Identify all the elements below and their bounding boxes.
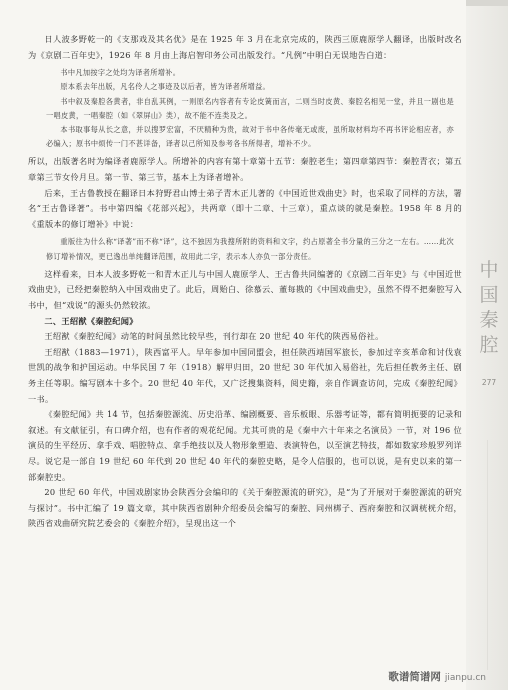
side-top-rule [466, 0, 508, 6]
quote-line: 重版往为什么称“译著”而不称“译”，这不独因为我搜所附的资料和文字，约占原著全书分量的三分之一左右。……此次修订增补情况，更已逸出单纯翻译范围，故用此二字，表示本人亦负一部分责任。 [46, 237, 454, 261]
running-title-char: 腔 [479, 334, 499, 356]
paragraph: 所以，出版著名时为编译者鹿原学人。所增补的内容有第十章第十五节：秦腔老生；第四章第四节：秦腔青衣；第五章第三节女伶月旦。第一节、第三节，基本上为译者增补。 [28, 156, 462, 182]
quote-line: 书中叙及秦腔各黄者，非自乱其例，一则原名内容者有专论皮簧而言，二则当时皮黄、秦腔名相见一堂，并且一剧也是一唱皮黄，一唱秦腔（如《翠屏山》类），故不能不连类及之。 [46, 96, 454, 120]
quote-line: 本书取事每从长之意，并以搜罗宏富，不厌精种为贵，故对于书中各传毫无或废，虽所取材料均不再书评论相应者，亦必编入；原书中烦传一门不甚详备，译者以己所知及参考各书所得者，增补不少。 [46, 125, 454, 149]
page-body [28, 32, 462, 532]
paragraph: 这样看来，日本人波多野乾一和青木正儿与中国人鹿原学人、王古鲁共同编著的《京剧二百年史》与《中国近世戏曲史》，已经把秦腔纳入中国戏曲史了。此后，周贻白、徐慕云、董每戡的《中国戏曲史》，虽然不得不把秦腔写入书中，但“戏说”的源头仍然较浓。 [28, 268, 462, 310]
page-number: 277 [481, 378, 497, 387]
paragraph: 王绍猷（1883—1971），陕西富平人。早年参加中国同盟会，担任陕西靖国军旅长，参加过辛亥革命和讨伐袁世凯的战争和护国运动。中华民国 7 年（1918）解甲归田，20 世纪 30 年代加入易俗社，先后担任教务主任、剧务主任等职。编写剧本十多个。20 世纪 40 年代，又广泛搜集资料，阅史籍，亲自作调查访问，完成《秦腔纪闻》一书。 [28, 346, 462, 404]
quote-line: 原本系去年出版，凡名伶人之事迹及以后者，皆为译者所增益。 [60, 82, 271, 92]
paragraph: 日人波多野乾一的《支那戏及其名优》是在 1925 年 3 月在北京完成的，陕西三原鹿原学人翻译，出版时改名为《京剧二百年史》，1926 年 8 月由上海启智印务公司出版发行。“凡例”中明白无误地告白道： [28, 34, 462, 60]
paragraph: 20 世纪 60 年代，中国戏剧家协会陕西分会编印的《关于秦腔源流的研究》，是“为了开展对于秦腔源流的研究与探讨”。书中汇编了 19 篇文章，其中陕西省剧种介绍委员会编写的秦腔、同州梆子、西府秦腔和汉调桄桄介绍，陕西省戏曲研究院艺委会的《秦腔介绍》，呈现出这一个 [28, 487, 462, 529]
section-heading: 二、王绍猷《秦腔纪闻》 [44, 315, 138, 326]
watermark-url: jianpu.cn [444, 673, 486, 683]
quote-line: 书中凡加按字之处均为译者所增补。 [60, 68, 181, 78]
watermark [388, 669, 486, 684]
paragraph: 后来，王古鲁教授在翻译日本狩野君山博士弟子青木正儿著的《中国近世戏曲史》时，也采取了同样的方法，署名“王古鲁译著”。书中第四编《花部兴起》，共两章（即十二章、十三章），重点谈的就是秦腔。1958 年 8 月的《重版本的修订增补》中说： [28, 187, 462, 229]
running-title-char: 秦 [479, 309, 499, 331]
side-rule [487, 440, 488, 670]
running-title-char: 国 [479, 284, 499, 306]
side-decoration [470, 440, 506, 670]
paragraph: 王绍猷《秦腔纪闻》动笔的时间虽然比较早些，刊行却在 20 世纪 40 年代的陕西易俗社。 [44, 331, 384, 342]
running-title-char: 中 [479, 259, 499, 281]
running-title [476, 258, 502, 358]
block-quote [28, 235, 462, 263]
watermark-site-name: 歌谱简谱网 [388, 671, 441, 683]
paragraph: 《秦腔纪闻》共 14 节，包括秦腔源流、历史沿革、编剧概要、音乐板眼、乐器考证等，都有简明扼要的记录和叙述。有文献征引，有口碑介绍，也有作者的观花纪闻。尤其可贵的是《秦中六十年来之名演员》一节，对 196 位演员的生平经历、拿手戏、唱腔特点、拿手绝技以及人物形象塑造、表演特色，以至演艺特技，都如数家珍般罗列详尽。说它是一部自 19 世纪 60 年代到 20 世纪 40 年代的秦腔史略，是令人信服的，也可以说，是有史以来的第一部秦腔史。 [28, 409, 462, 482]
block-quote [28, 66, 462, 151]
